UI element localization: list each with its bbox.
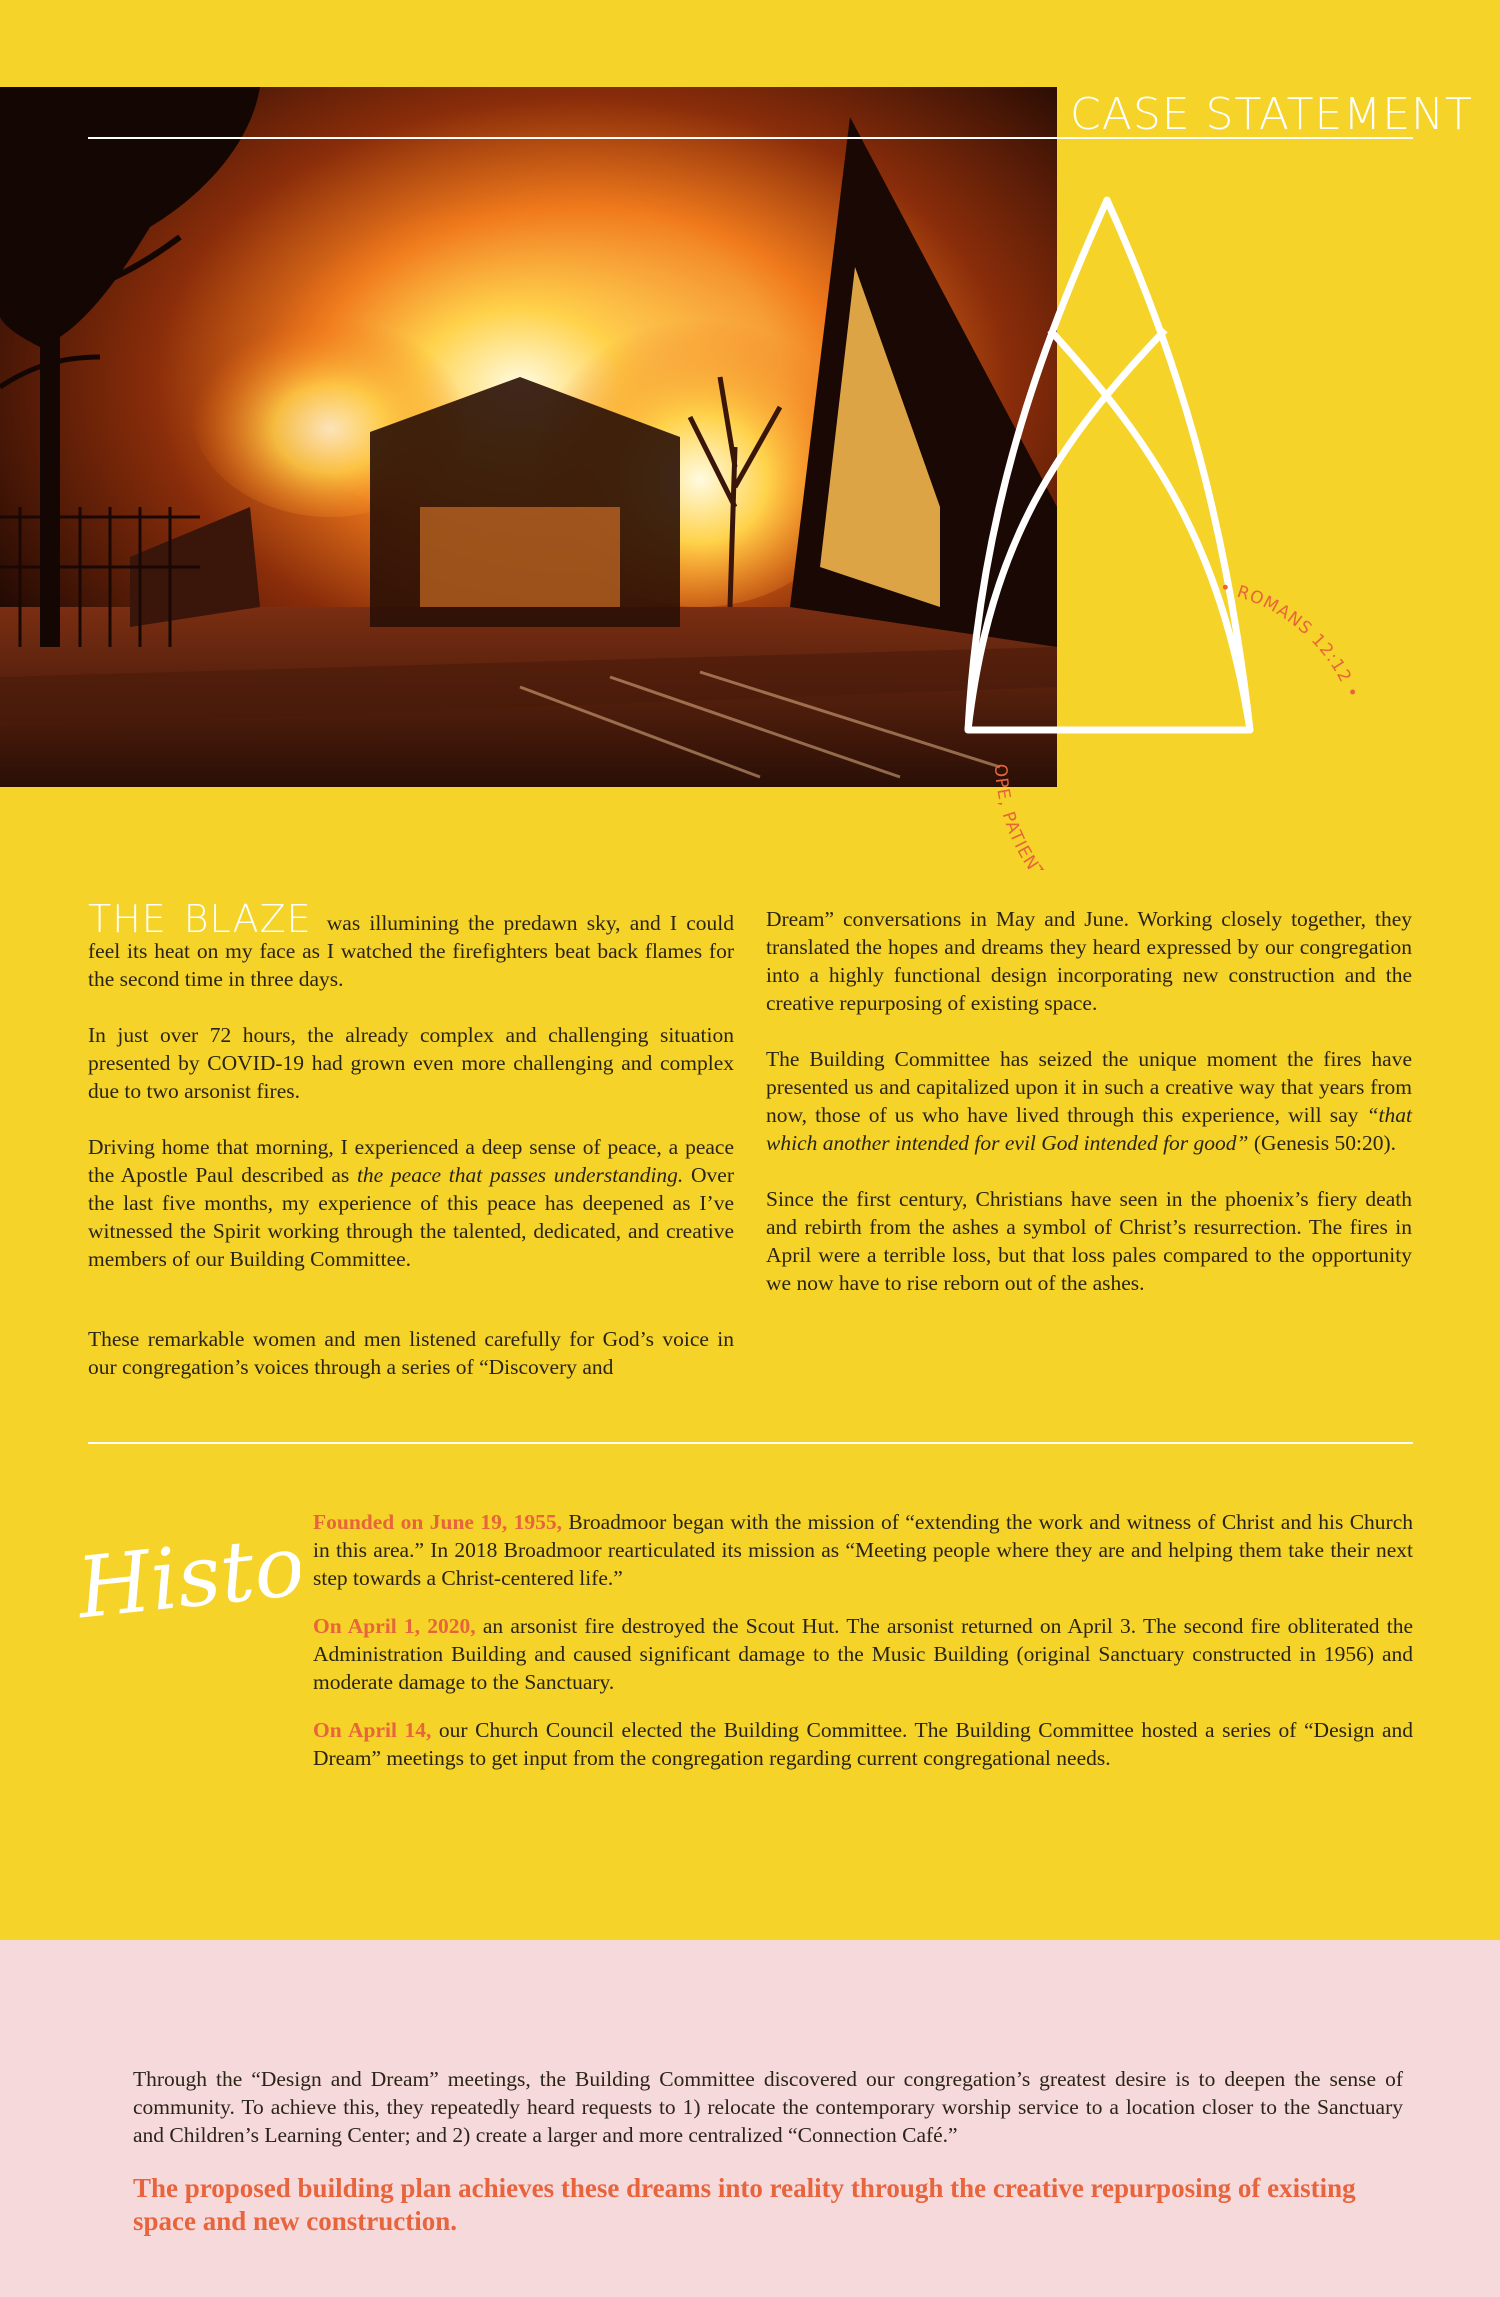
blaze-column-right <box>766 905 1412 1325</box>
blaze-p3-a: Driving home that morning, I experienced a deep sense of peace, a peace the Apostle Paul described as <box>88 1135 734 1187</box>
blaze-paragraph-6: Since the first century, Christians have seen in the phoenix’s fiery death and rebirth from the ashes a symbol of Christ’s resurrection. The fires in April were a terrible loss, but that loss pales compared to the opportunity we now have to rise reborn out of the ashes. <box>766 1187 1412 1295</box>
blaze-p5-b: (Genesis 50:20). <box>1248 1131 1397 1155</box>
history-item <box>313 1612 1413 1696</box>
blaze-paragraph-3 <box>88 1133 734 1273</box>
blaze-paragraph-4: These remarkable women and men listened carefully for God’s voice in our congregation’s voices through a series of “Discovery and <box>88 1327 734 1379</box>
blaze-column-left <box>88 897 734 1301</box>
closing-highlight: The proposed building plan achieves these dreams into reality through the creative repurposing of existing space and new construction. <box>133 2173 1356 2236</box>
blaze-lead: THE BLAZE <box>88 897 312 941</box>
blaze-paragraph-5 <box>766 1045 1412 1157</box>
blaze-p5-italic: “that which another intended for evil God intended for good” <box>766 1103 1412 1155</box>
history-text-founded: Broadmoor began with the mission of “extending the work and witness of Christ and his Church in this area.” In 2018 Broadmoor rearticulated its mission as “Meeting people where they are and helping them take their next step towards a Christ-centered life.” <box>313 1510 1413 1590</box>
closing-paragraph: Through the “Design and Dream” meetings, the Building Committee discovered our congregation’s greatest desire is to deepen the sense of community. To achieve this, they repeatedly heard requests to 1) relocate the contemporary worship service to a location closer to the Sanctuary and Children’s Learning Center; and 2) create a larger and more centralized “Connection Café.” <box>133 2067 1403 2147</box>
history-item <box>313 1716 1413 1772</box>
history-lead-april-14: On April 14, <box>313 1718 432 1742</box>
history-item <box>313 1508 1413 1592</box>
history-section <box>313 1508 1413 1792</box>
church-arch-logo <box>950 190 1430 870</box>
page-title: CASE STATEMENT <box>1070 89 1473 140</box>
seal-bottom-text: OPE, PATIEN <box>989 763 1043 870</box>
seal-top-text: • ROMANS 12:12 • <box>1218 577 1364 702</box>
section-divider <box>88 1442 1413 1444</box>
blaze-column-left-bottom <box>88 1325 734 1381</box>
history-lead-april-1: On April 1, 2020, <box>313 1614 476 1638</box>
blaze-paragraph-1 <box>88 897 734 993</box>
blaze-paragraph-4-continued: Dream” conversations in May and June. Working closely together, they translated the hopes and dreams they heard expressed by our congregation into a highly functional design incorporating new construction and the creative repurposing of existing space. <box>766 907 1412 1015</box>
blaze-p3-b: Over the last five months, my experience of this peace has deepened as I’ve witnessed the Spirit working through the talented, dedicated, and creative members of our Building Committee. <box>88 1163 734 1271</box>
history-text-april-1: an arsonist fire destroyed the Scout Hut. The arsonist returned on April 3. The second fire obliterated the Administration Building and caused significant damage to the Music Building (original Sanctuary constructed in 1956) and moderate damage to the Sanctuary. <box>313 1614 1414 1694</box>
history-title-text: History <box>72 1507 300 1638</box>
church-fire-photo <box>0 87 1057 787</box>
history-text-april-14: our Church Council elected the Building Committee. The Building Committee hosted a series of “Design and Dream” meetings to get input from the congregation regarding current congregational needs. <box>313 1718 1414 1770</box>
history-lead-founded: Founded on June 19, 1955, <box>313 1510 562 1534</box>
blaze-p1-text: was illumining the predawn sky, and I could feel its heat on my face as I watched the firefighters beat back flames for the second time in three days. <box>88 911 734 991</box>
blaze-p3-italic: the peace that passes understanding. <box>356 1163 684 1187</box>
blaze-p5-a: The Building Committee has seized the unique moment the fires have presented us and capitalized upon it in such a creative way that years from now, those of us who have lived through this experience, will say <box>766 1047 1412 1127</box>
blaze-paragraph-2: In just over 72 hours, the already complex and challenging situation presented by COVID-19 had grown even more challenging and complex due to two arsonist fires. <box>88 1023 734 1103</box>
history-script-title <box>70 1495 300 1665</box>
